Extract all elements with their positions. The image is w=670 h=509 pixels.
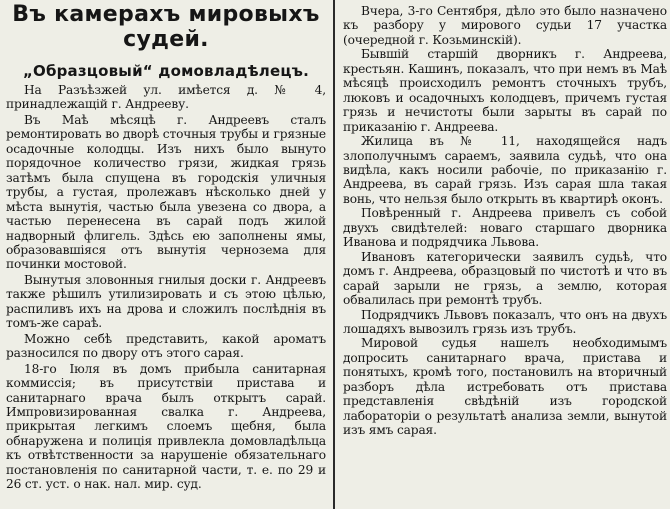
left-paragraph-1: На Разъѣзжей ул. имѣется д. № 4, принадлежащій г. Андрееву.	[6, 83, 326, 112]
column-divider	[333, 0, 335, 509]
article-subheadline: „Образцовый“ домовладѣлецъ.	[22, 62, 310, 80]
right-paragraph-1: Вчера, 3-го Сентября, дѣло это было назначено къ разбору у мирового судьи 17 участка (очередной г. Козьминскій).	[343, 4, 667, 47]
right-paragraph-6: Подрядчикъ Львовъ показалъ, что онъ на двухъ лошадяхъ вывозилъ грязь изъ трубъ.	[343, 307, 667, 336]
left-paragraph-3: Вынутыя зловонныя гнилыя доски г. Андреевъ также рѣшилъ утилизировать и съ этою цѣлью, распиливъ ихъ на дрова и сложилъ послѣднія въ томъ-же сараѣ.	[6, 272, 326, 331]
right-paragraph-4: Повѣренный г. Андреева привелъ съ собой двухъ свидѣтелей: новаго старшаго дворника Иванова и подрядчика Львова.	[343, 206, 667, 250]
right-paragraph-2: Бывшій старшій дворникъ г. Андреева, крестьян. Кашинъ, показалъ, что при немъ въ Маѣ мѣсяцѣ происходилъ ремонтъ сточныхъ трубъ, люковъ и осадочныхъ колодцевъ, причемъ густая грязь и нечистоты были зарыты въ сарай по приказанію г. Андреева.	[343, 47, 667, 134]
left-paragraph-5: 18-го Іюля въ домъ прибыла санитарная коммиссія; въ присутствіи пристава и санитарнаго врача былъ открытъ сарай. Импровизированная свалка г. Андреева, прикрытая легкимъ слоемъ щебня, была обнаружена и полиція привлекла домовладѣльца къ отвѣтственности за нарушеніе обязательнаго постановленія по санитарной части, т. е. по 29 и 26 ст. уст. о нак. нал. мир. суд.	[6, 361, 326, 492]
left-paragraph-2: Въ Маѣ мѣсяцѣ г. Андреевъ сталъ ремонтировать во дворѣ сточныя трубы и грязные осадочные колодцы. Изъ нихъ было вынуто порядочное количество грязи, жидкая грязь затѣмъ была спущена въ городскія уличныя трубы, а густая, пролежавъ нѣсколько дней у мѣста вынутія, частью была увезена со двора, а частью перенесена въ сарай подъ жилой надворный флигель. Здѣсь ею заполнены ямы, образовавшіяся отъ вынутія чернозема для починки мостовой.	[6, 112, 326, 272]
headline-line-1: Въ камерахъ мировыхъ	[12, 2, 320, 27]
right-paragraph-5: Ивановъ категорически заявилъ судьѣ, что домъ г. Андреева, образцовый по чистотѣ и что въ сарай зарыли не грязь, а землю, которая обвалилась при ремонтѣ трубъ.	[343, 249, 667, 308]
right-paragraph-3: Жилица въ № 11, находящейся надъ злополучнымъ сараемъ, заявила судьѣ, что она видѣла, какъ носили рабочіе, по приказанію г. Андреева, въ сарай грязь. Изъ сарая шла такая вонь, что нельзя было открыть въ квартирѣ оконъ.	[343, 134, 667, 206]
article-right-column	[343, 4, 667, 438]
article-left-column	[6, 0, 326, 492]
right-paragraph-7: Мировой судья нашелъ необходимымъ допросить санитарнаго врача, пристава и понятыхъ, кромѣ того, постановилъ на вторичный разборъ дѣла истребовать отъ пристава представленія свѣдѣній изъ городской лабораторіи о результатѣ анализа земли, вынутой изъ ямъ сарая.	[343, 336, 667, 438]
headline-line-2: судей.	[123, 27, 209, 52]
left-paragraph-4: Можно себѣ представить, какой ароматъ разносился по двору отъ этого сарая.	[6, 331, 326, 361]
article-headline	[6, 3, 326, 52]
